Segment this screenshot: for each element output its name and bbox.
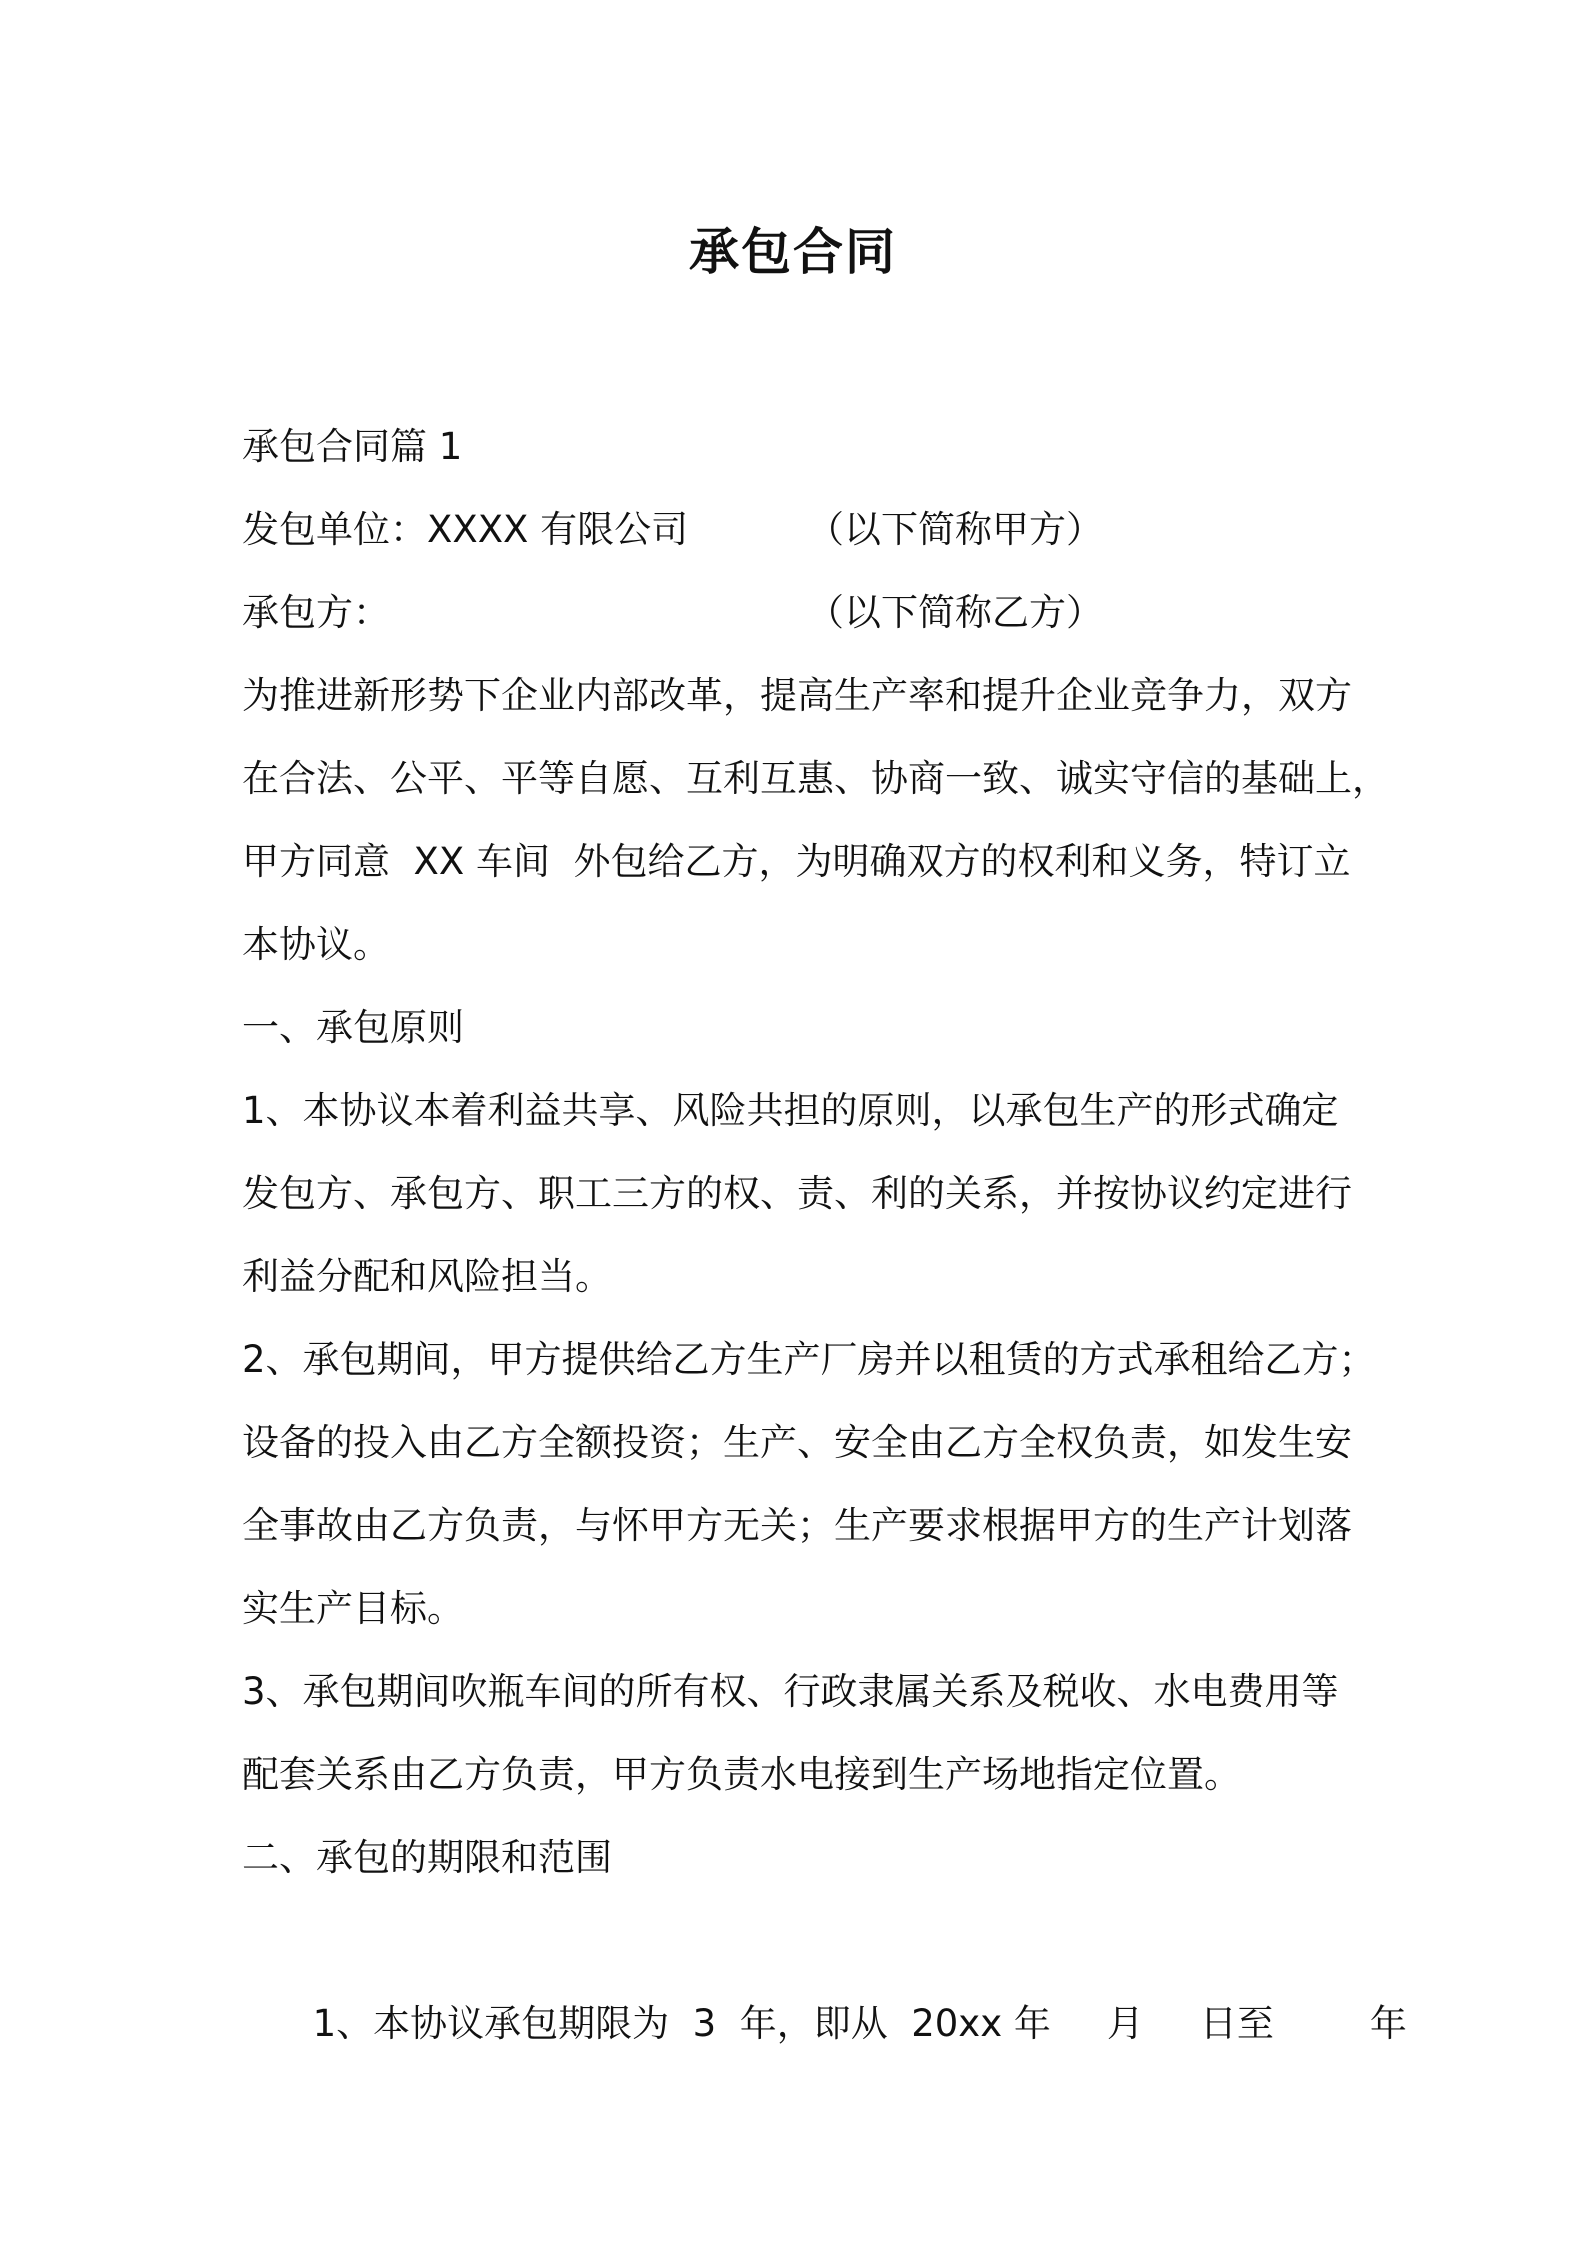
clause-2-1-line	[242, 1899, 1407, 2045]
clause-1-2-line: 2、承包期间，甲方提供给乙方生产厂房并以租赁的方式承租给乙方；	[242, 1338, 1376, 1381]
party-b-row	[242, 571, 1362, 654]
document-body	[242, 405, 1407, 2045]
party-a-label: 发包单位：XXXX 有限公司	[242, 508, 689, 551]
intro-line: 在合法、公平、平等自愿、互利互惠、协商一致、诚实守信的基础上，	[242, 757, 1389, 800]
intro-line: 甲方同意 XX 车间 外包给乙方，为明确双方的权利和义务，特订立	[242, 840, 1351, 883]
term-year: 年	[1369, 2002, 1407, 2045]
party-a-row	[242, 488, 1362, 571]
clause-1-1-line: 发包方、承包方、职工三方的权、责、利的关系，并按协议约定进行	[242, 1172, 1352, 1215]
clause-1-2-line: 设备的投入由乙方全额投资；生产、安全由乙方全权负责，如发生安	[242, 1421, 1352, 1464]
clause-1-1-line: 1、本协议本着利益共享、风险共担的原则，以承包生产的形式确定	[242, 1089, 1339, 1132]
document-title: 承包合同	[689, 223, 897, 281]
term-day-to: 日至	[1199, 2002, 1274, 2045]
party-b-label: 承包方：	[242, 591, 390, 634]
term-month: 月	[1106, 2002, 1144, 2045]
clause-1-3-line: 配套关系由乙方负责，甲方负责水电接到生产场地指定位置。	[242, 1753, 1241, 1796]
chapter-2-heading: 二、承包的期限和范围	[242, 1836, 612, 1879]
section-heading: 承包合同篇 1	[242, 425, 463, 468]
intro-line: 本协议。	[242, 923, 390, 966]
party-a-note: （以下简称甲方）	[807, 508, 1103, 551]
term-lead: 1、本协议承包期限为 3 年，即从 20xx 年	[312, 2002, 1051, 2045]
chapter-1-heading: 一、承包原则	[242, 1006, 464, 1049]
clause-1-2-line: 全事故由乙方负责，与怀甲方无关；生产要求根据甲方的生产计划落	[242, 1504, 1352, 1547]
intro-line: 为推进新形势下企业内部改革，提高生产率和提升企业竞争力，双方	[242, 674, 1352, 717]
party-b-note: （以下简称乙方）	[807, 591, 1103, 634]
clause-1-2-line: 实生产目标。	[242, 1587, 464, 1630]
clause-1-3-line: 3、承包期间吹瓶车间的所有权、行政隶属关系及税收、水电费用等	[242, 1670, 1339, 1713]
clause-1-1-line: 利益分配和风险担当。	[242, 1255, 612, 1298]
